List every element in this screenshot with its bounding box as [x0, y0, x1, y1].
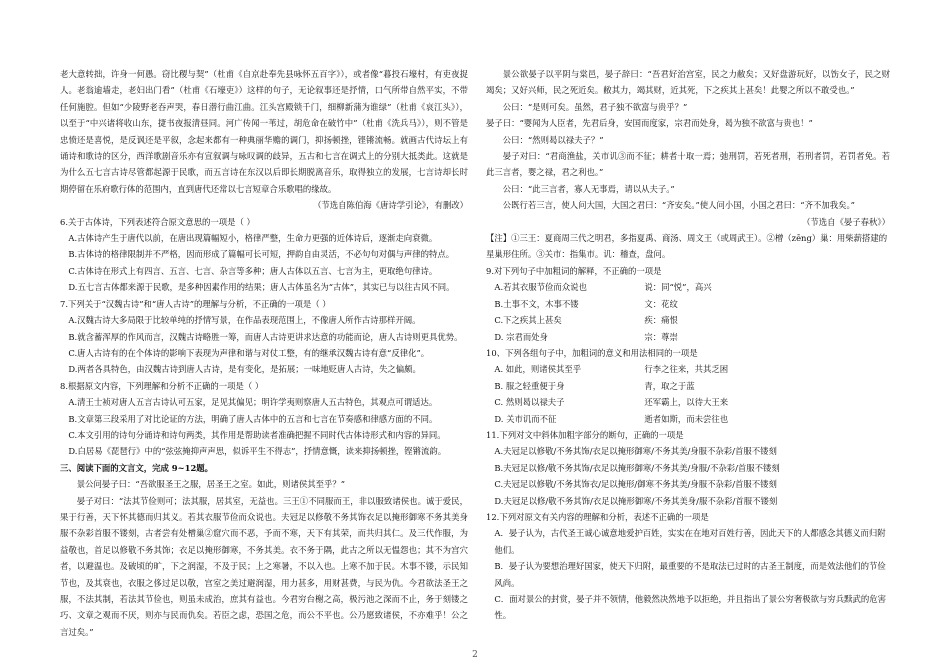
question-11 [486, 427, 890, 509]
option-c: C.唐人古诗有的在个体诗的影响下表现为声律和谐与对仗工整，有的继承汉魏古诗有意“反律化”。 [68, 347, 430, 358]
option-c: C.古体诗在形式上有四言、五言、七言、杂言等多种；唐人古体以五言、七言为主，更取绝句律诗。 [68, 265, 438, 276]
option-compare: 逝者如斯，而未尝往也 [644, 413, 729, 424]
option-text: B. 服之轻重便于身 [494, 380, 565, 391]
passage-source: （节选自《晏子春秋》） [802, 216, 890, 227]
right-column [486, 66, 890, 624]
option-c: C．面对景公的封赏，晏子并不领情，他毅然决然地予以拒绝，并且指出了景公穷奢极欲与穷兵黩武的危害性。 [494, 594, 887, 621]
option-gloss: 说：同“悦”，高兴 [644, 282, 712, 293]
option-text: B.土事不文，木事不镂 [494, 298, 579, 309]
option-c: C.夫冠足以修敬/不务其饰衣/足以掩形/御寒不务其美/身服不杂彩/首服不镂刻 [494, 479, 777, 490]
option-d: D.夫冠足以修/敬不务其饰/衣足以掩形御寒/不务其美身/服不杂彩/首服不镂刻 [494, 495, 778, 506]
question-stem: 11.下列对文中斜体加粗字部分的断句，正确的一项是 [486, 429, 684, 440]
option-a [486, 361, 890, 377]
question-9 [486, 263, 890, 345]
option-c [486, 394, 890, 410]
question-7 [60, 296, 468, 378]
left-column [60, 66, 468, 640]
option-b: B.古体诗的格律限制并不严格，因而形成了篇幅可长可短，押韵自由灵活，不必句句对偶与声律的特点。 [68, 249, 455, 260]
question-stem: 12.下列对原文有关内容的理解和分析，表述不正确的一项是 [486, 511, 709, 522]
passage-paragraph: 景公欲晏子以平阴与棠邑，晏子辞曰：“吾君好治宫室，民之力敝矣；又好盘游玩好，以饬女子，民之财竭矣；又好兴师，民之死近矣。敝其力，竭其财，近其死，下之疾其上甚矣！此婴之所以不敢受也。” [486, 69, 890, 96]
option-compare: 青，取之于蓝 [644, 380, 695, 391]
essay-paragraph: 老大意转拙，许身一何愚。窃比稷与契”（杜甫《自京赴奉先县咏怀五百字》），或者像“暮投石壕村，有吏夜捉人。老翁逾墙走，老妇出门看”（杜甫《石壕吏》）这样的句子，无论叙事还是抒情，口气所带自然平实，不带任何施腔。但如“少陵野老吞声哭，春日潜行曲江曲。江头宫殿锁千门，细柳新蒲为谁绿”（杜甫《哀江头》），以至于“中兴诸将收山东，捷书夜报清昼同。河广传闻一苇过，胡危命在破竹中”（杜甫《洗兵马》），则不管是忠愤还是喜悦，是反讽还是平叙，念起来都有一种典丽华赡的调门，抑扬顿挫，铿锵流畅。就画古代诗坛上有诵诗和歌诗的区分，西洋歌剧音乐亦有宣叙调与咏叹调的歧异，五古和七言在调式上的分别大抵类此。这就是为什么五七言古诗尽管都起源于民歌，而五言诗在东汉以后即长期脱离音乐，取得独立的发展，七言诗却长时期停留在乐府歌行体的范围内，直到唐代还常以七言短章合乐歌唱的缘故。 [60, 69, 468, 194]
passage-paragraph: 公曰：“是则可矣。虽然，君子独不欲富与贵乎？” [502, 101, 688, 112]
option-a: A.古体诗产生于唐代以前，在唐出现篇幅短小，格律严整，生命力更强的近体诗后，逐渐走向衰微。 [68, 233, 438, 244]
option-b: B．晏子认为要想治理好国家，使天下归附，最重要的不是取法已过时的古圣王制度，而是效法他们的节俭风尚。 [494, 561, 886, 588]
section-heading: 三、阅读下面的文言文，完成 9~12题。 [60, 462, 214, 473]
option-text: C.下之疾其上甚矣 [494, 315, 562, 326]
option-b: B.就含蓄浑厚的作风而言，汉魏古诗略胜一筹，而唐人古诗更讲求达意的功能而论，唐人古诗则更具优势。 [68, 331, 463, 342]
footnote: 【注】①三王：夏商周三代之明君，多指夏禹、商汤、周文王（或周武王）。②橧（zēng）巢：用柴薪搭建的星巢形住所。③关市：指集市。讥：稽查，盘问。 [486, 233, 888, 260]
essay-source: （节选自陈伯海《唐诗学引论》，有删改） [313, 200, 468, 211]
option-a [486, 279, 890, 295]
option-text: A. 如此，则诸侯其至乎 [494, 364, 582, 375]
option-text: D. 宗君而处身 [494, 331, 549, 342]
question-stem: 10、下列各组句子中，加粗词的意义和用法相同的一项是 [486, 347, 698, 358]
question-8 [60, 378, 468, 460]
passage-paragraph: 公曰：“此三言者，寡人无事焉，请以从夫子。” [502, 183, 675, 194]
option-a: A.汉魏古诗大多局限于比较单纯的抒情写景，在作品表现范围上，不像唐人所作古诗那样开阔。 [68, 315, 421, 326]
passage-paragraph: 晏子曰：“婴闻为人臣者，先君后身，安国而度家，宗君而处身，曷为独不欲富与贵也！” [486, 118, 813, 129]
option-b [486, 296, 890, 312]
passage-paragraph: 晏子对曰：“君商渔盐，关市讥③而不征；耕者十取一焉；弛刑罚，若死者刑，若刑者罚，若罚者免。若此三言者，婴之禄，君之利也。” [486, 151, 890, 178]
question-stem: 6.关于古体诗，下列表述符合原文意思的一项是（ ） [60, 216, 255, 227]
question-stem: 8.根据原文内容，下列理解和分析不正确的一项是（ ） [60, 380, 264, 391]
option-c: C.本文引用的诗句分诵诗和诗句两类，其作用是帮助读者准确把握不同时代古体诗形式和内容的异同。 [68, 429, 446, 440]
question-6 [60, 214, 468, 296]
option-d: D.五七言古体都来源于民歌，是多种因素作用的结果；唐人古体虽名为“古体”，其实已与以往古风不同。 [68, 282, 455, 293]
passage-paragraph: 晏子对曰：“法其节俭则可；法其服，居其室，无益也。三王①不同服而王，非以服致诸侯也。诚于爱民，果于行善，天下怀其德而归其义。若其衣服节俭而众说也。夫冠足以修敬不务其饰衣足以掩形御寒不务其美身服不杂彩首服不镂刻，古者尝有处橧巢②窟穴而不恶，予而不寒，天下有其荣，而共归其仁。及三代作服，为益敬也，首足以修敬不务其饰；衣足以掩形御寒，不务其美。衣不务于隅，此古之所以无愠怨也；其不为宫穴者，以避温也。及破顷的旷，下之润湿，不及于民；上之寒暑，不以入也。上寒不加于民。木事不镂，示民知节也，及其衰也，衣服之侈过足以敬，宫室之美过避润湿，用力甚多，用财甚费，与民为仇。今君欲法圣王之服，不法其制，若法其节俭也，则虽未成治，庶其有益也。今君穷台榭之高，极污池之深而不止，务于刻镂之巧、文章之观而不厌，则亦与民而仇矣。若臣之虑，恐国之危，而公不平也。公乃愿致诸侯，不亦难乎！公之言过矣。” [60, 495, 468, 637]
option-b [486, 378, 890, 394]
option-text: A.若其衣服节俭而众说也 [494, 282, 587, 293]
option-c [486, 312, 890, 328]
option-compare: 行李之往来，共其乏困 [644, 364, 729, 375]
option-text: D. 关市讥而不征 [494, 413, 557, 424]
option-a: A.清王士祯对唐人五言古诗认可五家，足见其偏见；明许学夷则察唐人五古特色，其观点可谓适达。 [68, 397, 438, 408]
option-text: C. 然则曷以禄夫子 [494, 397, 565, 408]
option-d: D.白居易《琵琶行》中的“弦弦掩抑声声思，似诉平生不得志”，抒情意慨，读来抑扬顿挫，铿锵流韵。 [68, 446, 447, 457]
option-gloss: 疾：痛恨 [644, 315, 678, 326]
question-stem: 9.对下列句子中加粗词的解释，不正确的一项是 [486, 265, 662, 276]
option-d: D.两者各具特色，由汉魏古诗到唐人古诗，是有变化，是拓展；一味地贬唐人古诗，失之偏颇。 [68, 364, 421, 375]
option-d [486, 329, 890, 345]
option-gloss: 文：花纹 [644, 298, 678, 309]
passage-paragraph: 景公问晏子曰：“吾欲服圣王之服，居圣王之室。如此，则诸侯其至乎？” [76, 479, 345, 490]
option-gloss: 宗：尊崇 [644, 331, 678, 342]
passage-paragraph: 公曰：“然则曷以禄夫子？” [502, 134, 604, 145]
page-number: 2 [472, 650, 478, 660]
question-10 [486, 345, 890, 427]
option-compare: 还军霸上，以待大王来 [644, 397, 729, 408]
option-a: A．晏子认为，古代圣王诚心诚意地爱护百姓，实实在在地对百姓行善，因此天下的人都感念其德义而归附他们。 [494, 528, 886, 555]
option-b: B.夫冠足以修/敬不务其饰/衣足以掩形御寒/不务其美/身服/不杂彩/首服不镂刻 [494, 462, 780, 473]
passage-paragraph: 公既行若三言，使人问大国，大国之君曰：“齐安矣。”使人问小国，小国之君曰：“齐不加我矣。” [502, 200, 855, 211]
option-a: A.夫冠足以修敬/不务其饰/衣足以掩形御寒/不务其美/身服不杂彩/首服不镂刻 [494, 446, 777, 457]
option-b: B.文章第三段采用了对比论证的方法，明确了唐人古体中的五言和七言在节奏感和律感方面的不同。 [68, 413, 438, 424]
question-stem: 7.下列关于“汉魏古诗”和“唐人古诗”的理解与分析，不正确的一项是（ ） [60, 298, 331, 309]
question-12 [486, 509, 890, 624]
option-d [486, 411, 890, 427]
